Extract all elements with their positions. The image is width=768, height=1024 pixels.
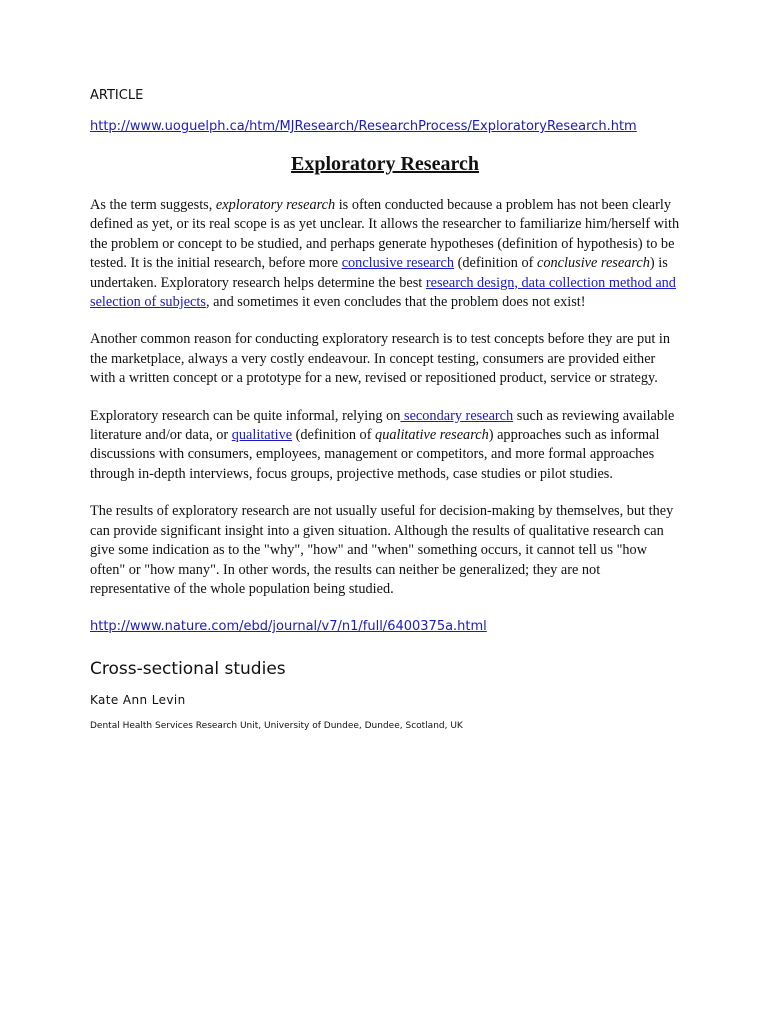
- p1-text-4: ) is undertaken. Exploratory research helps determine the best: [90, 255, 668, 291]
- secondary-research-link[interactable]: secondary research: [400, 407, 514, 424]
- author-name: Kate Ann Levin: [90, 693, 186, 708]
- p3-text-3: (definition of: [292, 427, 376, 444]
- source-url-block: [90, 117, 680, 135]
- paragraph-4: The results of exploratory research are not usually useful for decision-making by themselves, but they can provide significant insight into a given situation. Although the results of qualitative research can give some indication as to the "why", "how" and "when" something occurs, it cannot tell us "how often" or "how many". In other words, the results can neither be generalized; they are not representative of the whole population being studied.: [90, 503, 674, 597]
- p3-text-1: Exploratory research can be quite informal, relying on: [90, 407, 401, 424]
- p3-text-4: ) approaches such as informal discussions with consumers, employees, management or competitors, and more formal approaches through in-depth interviews, focus groups, projective methods, case studies or pilot studies.: [90, 427, 660, 482]
- source-url-link[interactable]: http://www.uoguelph.ca/htm/MJResearch/ResearchProcess/ExploratoryResearch.htm: [90, 119, 637, 134]
- p1-emphasis-1: exploratory research: [215, 197, 336, 213]
- nature-url-link[interactable]: http://www.nature.com/ebd/journal/v7/n1/full/6400375a.html: [90, 619, 487, 635]
- qualitative-link[interactable]: qualitative: [231, 427, 293, 444]
- paragraph-2: Another common reason for conducting exploratory research is to test concepts before they are put in the marketplace, always a very costly endeavour. In concept testing, consumers are provided either with a written concept or a prototype for a new, revised or repositioned product, service or strategy.: [90, 331, 671, 387]
- p3-emphasis-1: qualitative research: [375, 427, 489, 444]
- conclusive-research-link[interactable]: conclusive research: [341, 255, 455, 272]
- author-affiliation: Dental Health Services Research Unit, University of Dundee, Dundee, Scotland, UK: [90, 721, 463, 732]
- section-heading: Cross-sectional studies: [90, 659, 286, 680]
- article-label: ARTICLE: [90, 88, 144, 103]
- paragraph-3: [90, 407, 680, 485]
- article-title: Exploratory Research: [291, 153, 479, 175]
- research-design-link[interactable]: research design, data collection method and selection of subjects: [90, 274, 676, 311]
- document-page: [90, 88, 680, 731]
- p1-text-3: (definition of: [454, 255, 538, 272]
- p3-text-2: such as reviewing available literature and/or data, or: [90, 407, 675, 444]
- paragraph-1: [90, 196, 680, 312]
- p1-emphasis-2: conclusive research: [537, 255, 650, 272]
- second-source-url-block: [90, 617, 680, 635]
- p1-text-1: As the term suggests,: [90, 197, 216, 213]
- p1-text-5: , and sometimes it even concludes that the problem does not exist!: [205, 294, 586, 311]
- p1-text-2: is often conducted because a problem has not been clearly defined as yet, or its real scope is as yet unclear. It allows the researcher to familiarize him/herself with the problem or concept to be studied, and perhaps generate hypotheses (definition of hypothesis) to be tested. It is the initial research, before more: [90, 197, 680, 272]
